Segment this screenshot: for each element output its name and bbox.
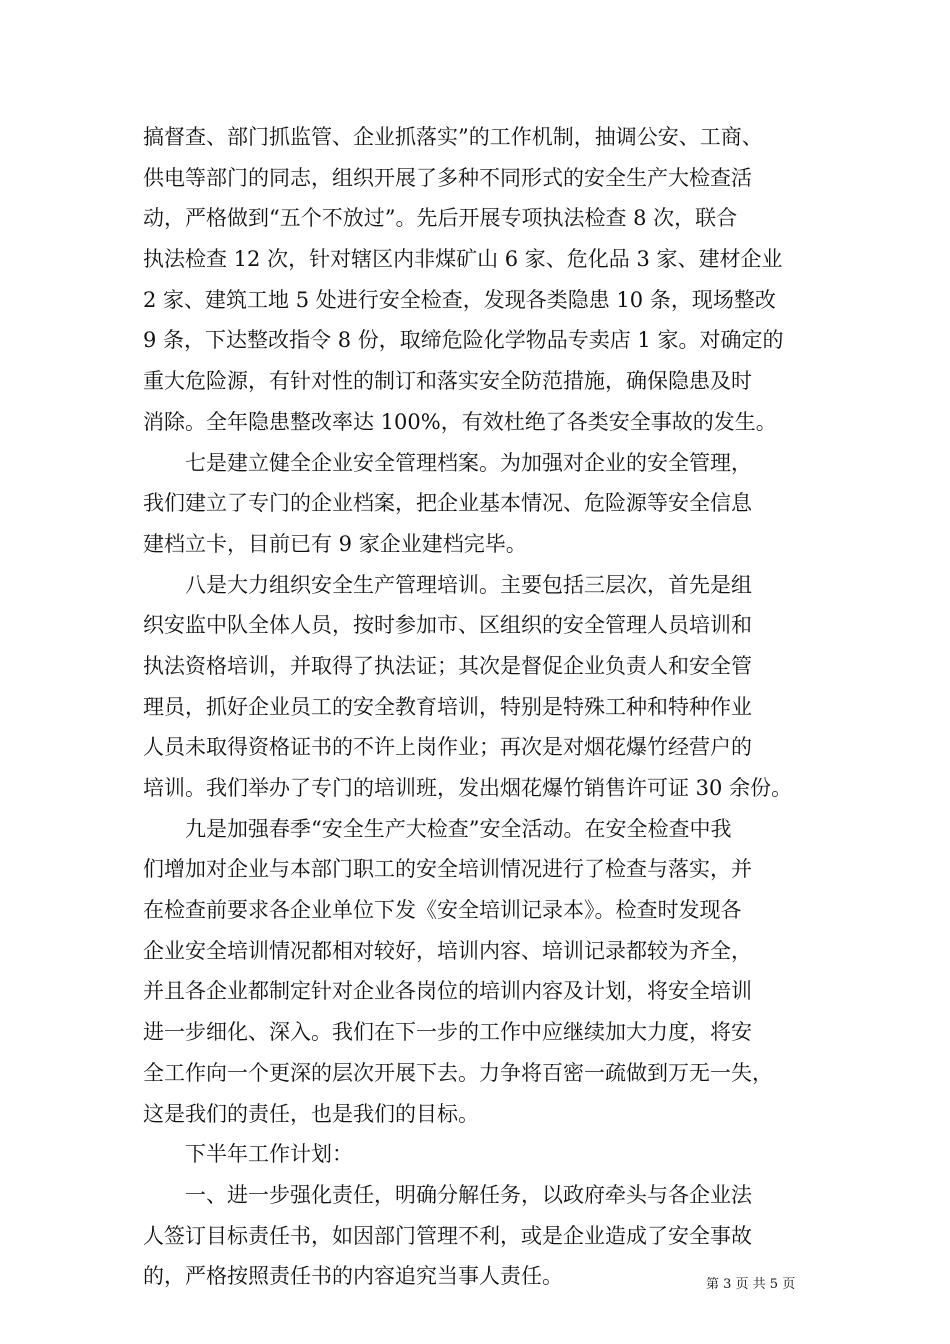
text-line: 供电等部门的同志，组织开展了多种不同形式的安全生产大检查活 (143, 165, 752, 190)
text-line: 这是我们的责任，也是我们的目标。 (143, 1101, 479, 1126)
text-line: 的，严格按照责任书的内容追究当事人责任。 (143, 1264, 563, 1289)
text-line: 进一步细化、深入。我们在下一步的工作中应继续加大力度，将安 (143, 1020, 752, 1045)
text-line: 并且各企业都制定针对企业各岗位的培训内容及计划，将安全培训 (143, 979, 752, 1004)
text-line: 人员未取得资格证书的不许上岗作业；再次是对烟花爆竹经营户的 (143, 735, 752, 760)
text-line: 2 家、建筑工地 5 处进行安全检查，发现各类隐患 10 条，现场整改 (143, 287, 776, 312)
text-line: 执法检查 12 次，针对辖区内非煤矿山 6 家、危化品 3 家、建材企业 (143, 247, 783, 272)
text-line: 动，严格做到“五个不放过”。先后开展专项执法检查 8 次，联合 (143, 206, 738, 231)
text-line: 们增加对企业与本部门职工的安全培训情况进行了检查与落实，并 (143, 857, 752, 882)
paragraph-start-line: 八是大力组织安全生产管理培训。主要包括三层次，首先是组 (185, 572, 752, 597)
text-line: 建档立卡，目前已有 9 家企业建档完毕。 (143, 531, 527, 556)
document-body (143, 117, 811, 1297)
paragraph-start-line: 七是建立健全企业安全管理档案。为加强对企业的安全管理， (185, 450, 752, 475)
text-line: 我们建立了专门的企业档案，把企业基本情况、危险源等安全信息 (143, 491, 752, 516)
text-line: 消除。全年隐患整改率达 100%，有效杜绝了各类安全事故的发生。 (143, 409, 777, 434)
paragraph-start-line: 九是加强春季“安全生产大检查”安全活动。在安全检查中我 (185, 816, 732, 841)
text-line: 在检查前要求各企业单位下发《安全培训记录本》。检查时发现各 (143, 898, 742, 923)
text-line: 培训。我们举办了专门的培训班，发出烟花爆竹销售许可证 30 余份。 (143, 776, 793, 800)
section-heading: 下半年工作计划： (185, 1142, 353, 1167)
text-line: 人签订目标责任书，如因部门管理不利，或是企业造成了安全事故 (143, 1223, 752, 1248)
text-line: 织安监中队全体人员，按时参加市、区组织的安全管理人员培训和 (143, 613, 752, 638)
page-number: 第 3 页 共 5 页 (706, 1277, 796, 1292)
text-line: 执法资格培训，并取得了执法证；其次是督促企业负责人和安全管 (143, 653, 752, 678)
text-line: 理员，抓好企业员工的安全教育培训，特别是特殊工种和特种作业 (143, 694, 752, 719)
paragraph-start-line: 一、进一步强化责任，明确分解任务，以政府牵头与各企业法 (185, 1182, 752, 1207)
text-line: 企业安全培训情况都相对较好，培训内容、培训记录都较为齐全， (143, 938, 752, 963)
text-line: 搞督查、部门抓监管、企业抓落实”的工作机制，抽调公安、工商、 (143, 125, 763, 149)
text-line: 9 条，下达整改指令 8 份，取缔危险化学物品专卖店 1 家。对确定的 (143, 328, 784, 353)
text-line: 重大危险源，有针对性的制订和落实安全防范措施，确保隐患及时 (143, 369, 752, 394)
text-line: 全工作向一个更深的层次开展下去。力争将百密一疏做到万无一失， (143, 1060, 773, 1085)
